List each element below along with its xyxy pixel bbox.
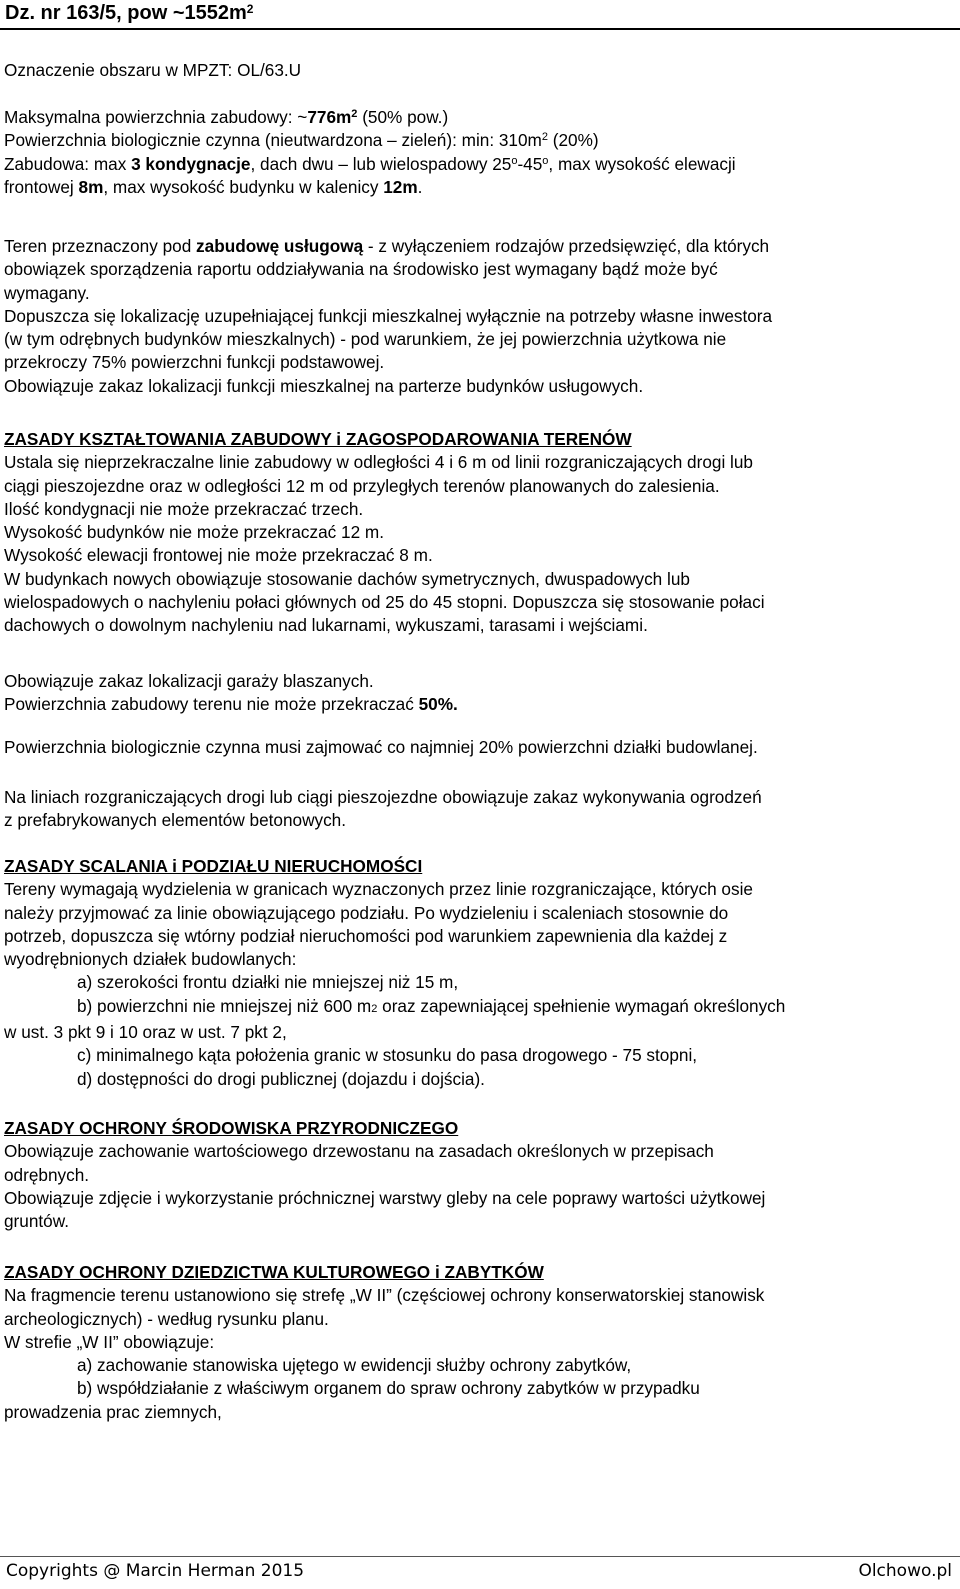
fence-rule: Na liniach rozgraniczających drogi lub ciągi pieszojezdne obowiązuje zakaz wykonywania ogrodzeń z prefabrykowanych elementów betonowych. <box>4 787 762 831</box>
heritage-rules-section: ZASADY OCHRONY DZIEDZICTWA KULTUROWEGO i ZABYTKÓW Na fragmencie terenu ustanowiono się strefę „W II” (częściowej ochrony konserwatorskiej stanowisk archeologicznych) - według rysunku planu. W strefie „W II” obowiązuje: a) zachowanie stanowiska ujętego w ewidencji służby ochrony zabytków, b) współdziałanie z właściwym organem do spraw ochrony zabytków w przypadku prowadzenia prac ziemnych, <box>4 1261 949 1424</box>
purpose-block: Teren przeznaczony pod zabudowę usługową - z wyłączeniem rodzajów przedsięwzięć, dla których obowiązek sporządzenia raportu oddziaływania na środowisko jest wymagany bądź może być wymagany. Dopuszcza się lokalizację uzupełniającej funkcji mieszkalnej wyłącznie na potrzeby własne inwestora (w tym odrębnych budynków mieszkalnych) - pod warunkiem, że jej powierzchnia użytkowa nie przekroczy 75% powierzchni funkcji podstawowej. Obowiązuje zakaz lokalizacji funkcji mieszkalnej na parterze budynków usługowych. <box>4 236 773 396</box>
parameters-block: Maksymalna powierzchnia zabudowy: $\sim 776m^2$ (50% pow.) Powierzchnia biologicznie czynna (nieutwardzona – zieleń): min: $310m^2$ (20%) Zabudowa: max 3 kondygnacje, dach dwu – lub wielospadowy 25$^o$-45$^o$, max wysokość elewacji frontowej 8m, max wysokość budynku w kalenicy 12m. <box>4 107 736 197</box>
building-rules-section: ZASADY KSZTAŁTOWANIA ZABUDOWY i ZAGOSPODAROWANIA TERENÓW Ustala się nieprzekraczalne linie zabudowy w odległości 4 i 6 m od linii rozgraniczających drogi lub ciągi pieszojezdne oraz w odległości 12 m od przyległych terenów planowanych do zalesienia. Ilość kondygnacji nie może przekraczać trzech. Wysokość budynków nie może przekraczać 12 m. Wysokość elewacji frontowej nie może przekraczać 8 m. W budynkach nowych obowiązuje stosowanie dachów symetrycznych, dwuspadowych lub wielospadowych o nachyleniu połaci głównych od 25 do 45 stopni. Dopuszcza się stosowanie połaci dachowych o dowolnym nachyleniu nad lukarnami, wykuszami, tarasami i wejściami. <box>4 428 949 638</box>
title-rule <box>0 28 960 30</box>
page-title: Dz. nr 163/5, pow $\sim 1552m^2$ <box>5 2 254 24</box>
designation-line: Oznaczenie obszaru w MPZT: OL/63.U <box>4 60 302 80</box>
footer-copyright: Copyrights @ Marcin Herman 2015 <box>6 1561 305 1581</box>
nature-rules-section: ZASADY OCHRONY ŚRODOWISKA PRZYRODNICZEGO Obowiązuje zachowanie wartościowego drzewostanu na zasadach określonych w przepisach odrębnych. Obowiązuje zdjęcie i wykorzystanie próchnicznej warstwy gleby na cele poprawy wartości użytkowej gruntów. <box>4 1117 949 1233</box>
footer-rule <box>0 1556 960 1557</box>
footer-site: Olchowo.pl <box>858 1561 952 1581</box>
section-heading: ZASADY KSZTAŁTOWANIA ZABUDOWY i ZAGOSPODAROWANIA TERENÓW <box>4 429 632 449</box>
building-rules-cont: Obowiązuje zakaz lokalizacji garaży blaszanych. Powierzchnia zabudowy terenu nie może przekraczać 50%. <box>4 671 458 715</box>
section-heading: ZASADY OCHRONY ŚRODOWISKA PRZYRODNICZEGO <box>4 1118 459 1138</box>
division-rules-section: ZASADY SCALANIA i PODZIAŁU NIERUCHOMOŚCI Tereny wymagają wydzielenia w granicach wyznaczonych przez linie rozgraniczające, których osie należy przyjmować za linie obowiązującego podziału. Po wydzieleniu i scaleniach stosownie do potrzeb, dopuszcza się wtórny podział nieruchomości pod warunkiem zapewnienia dla każdej z wyodrębnionych działek budowlanych: a) szerokości frontu działki nie mniejszej niż 15 m, b) powierzchni nie mniejszej niż 600 m2 oraz zapewniającej spełnienie wymagań określonych w ust. 3 pkt 9 i 10 oraz w ust. 7 pkt 2, c) minimalnego kąta położenia granic w stosunku do pasa drogowego - 75 stopni, d) dostępności do drogi publicznej (dojazdu i dojścia). <box>4 855 949 1091</box>
section-heading: ZASADY SCALANIA i PODZIAŁU NIERUCHOMOŚCI <box>4 856 423 876</box>
section-heading: ZASADY OCHRONY DZIEDZICTWA KULTUROWEGO i ZABYTKÓW <box>4 1262 544 1282</box>
biological-area-line: Powierzchnia biologicznie czynna musi zajmować co najmniej 20% powierzchni działki budowlanej. <box>4 737 758 757</box>
